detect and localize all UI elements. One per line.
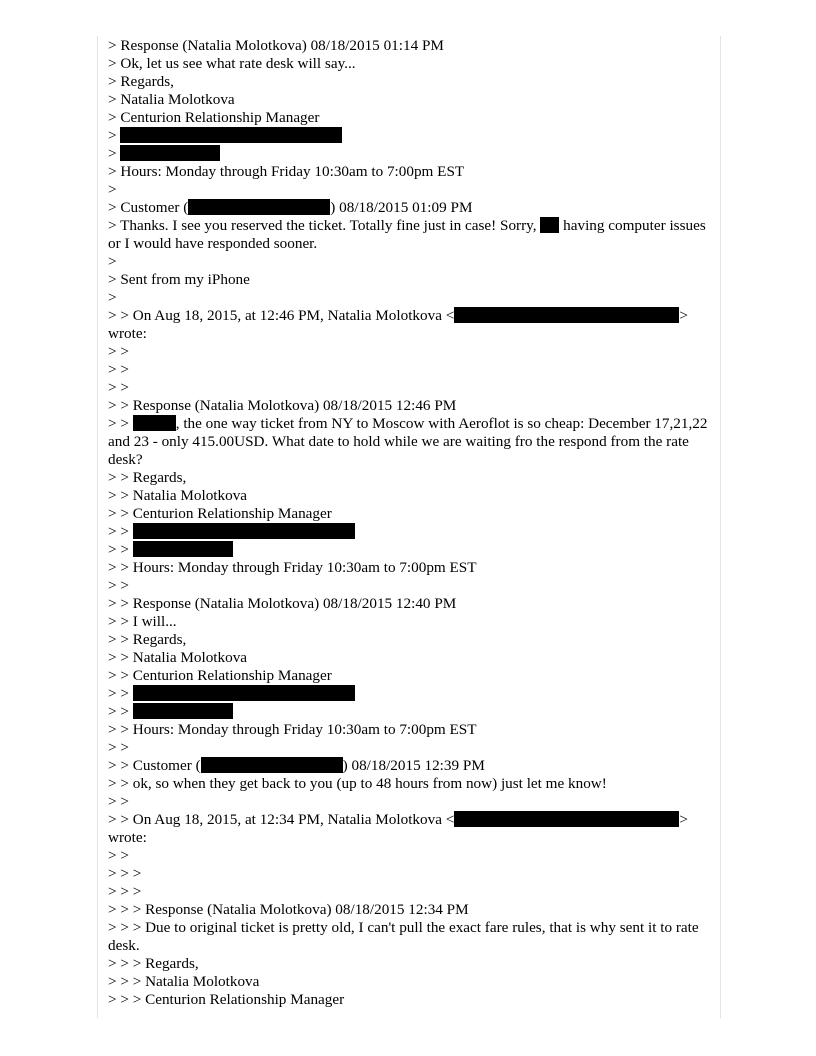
- email-line: > Sent from my iPhone: [108, 271, 250, 288]
- email-line: [108, 523, 708, 541]
- line-text: > > Customer (: [108, 757, 201, 774]
- email-line: > > Natalia Molotkova: [108, 649, 248, 666]
- email-line: > > Hours: Monday through Friday 10:30am to 7:00pm EST: [108, 721, 477, 738]
- email-line: > > > Natalia Molotkova: [108, 973, 260, 990]
- email-thread-body: [108, 37, 708, 1009]
- line-text: ) 08/18/2015 01:09 PM: [330, 199, 473, 216]
- email-line: > >: [108, 379, 129, 396]
- redaction-box-phone: [133, 523, 355, 539]
- redaction-box-customer-name: [201, 757, 343, 773]
- line-text: > Thanks. I see you reserved the ticket. Totally fine just in case! Sorry,: [108, 217, 541, 234]
- line-text: >: [108, 127, 121, 144]
- redaction-box-first-name: [133, 415, 176, 431]
- email-line: [108, 415, 708, 469]
- redaction-box-extension: [133, 541, 233, 557]
- redaction-box-word: [540, 217, 559, 233]
- line-text: > > On Aug 18, 2015, at 12:46 PM, Natalia Molotkova <: [108, 307, 455, 324]
- line-text: > wrote:: [108, 307, 688, 342]
- redaction-box-email: [454, 307, 679, 323]
- email-line: > > Regards,: [108, 631, 187, 648]
- email-line: > > Natalia Molotkova: [108, 487, 248, 504]
- email-line: [108, 757, 708, 775]
- email-line: > >: [108, 739, 129, 756]
- email-line: > > > Centurion Relationship Manager: [108, 991, 345, 1008]
- email-line: [108, 199, 708, 217]
- email-line: [108, 145, 708, 163]
- email-line: > > > Regards,: [108, 955, 199, 972]
- line-text: , the one way ticket from NY to Moscow with Aeroflot is so cheap: December 17,21,22 and 23 - only 415.00USD. What date to hold while we are waiting fro the respond from the rate desk?: [108, 415, 708, 468]
- line-text: >: [108, 145, 121, 162]
- email-line: > > Centurion Relationship Manager: [108, 667, 332, 684]
- email-line: > >: [108, 847, 129, 864]
- email-line: > > > Response (Natalia Molotkova) 08/18/2015 12:34 PM: [108, 901, 469, 918]
- email-line: > Ok, let us see what rate desk will say...: [108, 55, 356, 72]
- line-text: > wrote:: [108, 811, 688, 846]
- email-line: > >: [108, 343, 129, 360]
- line-text: > >: [108, 415, 133, 432]
- email-line: > Centurion Relationship Manager: [108, 109, 320, 126]
- email-line: > > Response (Natalia Molotkova) 08/18/2015 12:40 PM: [108, 595, 457, 612]
- redaction-box-phone: [120, 127, 342, 143]
- email-line: > Response (Natalia Molotkova) 08/18/2015 01:14 PM: [108, 37, 444, 54]
- email-line: > Natalia Molotkova: [108, 91, 235, 108]
- email-line: >: [108, 253, 117, 270]
- email-line: [108, 541, 708, 559]
- email-line: [108, 811, 708, 847]
- email-line: > > Regards,: [108, 469, 187, 486]
- line-text: having computer issues or I would have responded sooner.: [108, 217, 706, 252]
- email-line: > > >: [108, 865, 142, 882]
- line-text: > Customer (: [108, 199, 189, 216]
- email-line: > >: [108, 793, 129, 810]
- email-line: > > >: [108, 883, 142, 900]
- line-text: > >: [108, 541, 133, 558]
- redaction-box-customer-name: [188, 199, 330, 215]
- email-line: >: [108, 181, 117, 198]
- email-line: > > Response (Natalia Molotkova) 08/18/2015 12:46 PM: [108, 397, 457, 414]
- line-text: > >: [108, 703, 133, 720]
- email-line: > Regards,: [108, 73, 174, 90]
- email-line: >: [108, 289, 117, 306]
- email-line: [108, 127, 708, 145]
- email-line: > > > Due to original ticket is pretty old, I can't pull the exact fare rules, that is why sent it to rate desk.: [108, 919, 699, 954]
- email-line: > >: [108, 577, 129, 594]
- email-line: > > ok, so when they get back to you (up to 48 hours from now) just let me know!: [108, 775, 607, 792]
- line-text: ) 08/18/2015 12:39 PM: [342, 757, 485, 774]
- line-text: > >: [108, 685, 133, 702]
- email-line: [108, 217, 708, 253]
- redaction-box-phone: [133, 685, 355, 701]
- email-line: > > Centurion Relationship Manager: [108, 505, 332, 522]
- email-line: > Hours: Monday through Friday 10:30am to 7:00pm EST: [108, 163, 465, 180]
- redaction-box-extension: [120, 145, 220, 161]
- redaction-box-email: [454, 811, 679, 827]
- line-text: > > On Aug 18, 2015, at 12:34 PM, Natalia Molotkova <: [108, 811, 455, 828]
- email-line: [108, 307, 708, 343]
- line-text: > >: [108, 523, 133, 540]
- email-line: > > Hours: Monday through Friday 10:30am to 7:00pm EST: [108, 559, 477, 576]
- email-line: [108, 703, 708, 721]
- redaction-box-extension: [133, 703, 233, 719]
- email-line: > > I will...: [108, 613, 177, 630]
- email-line: > >: [108, 361, 129, 378]
- email-line: [108, 685, 708, 703]
